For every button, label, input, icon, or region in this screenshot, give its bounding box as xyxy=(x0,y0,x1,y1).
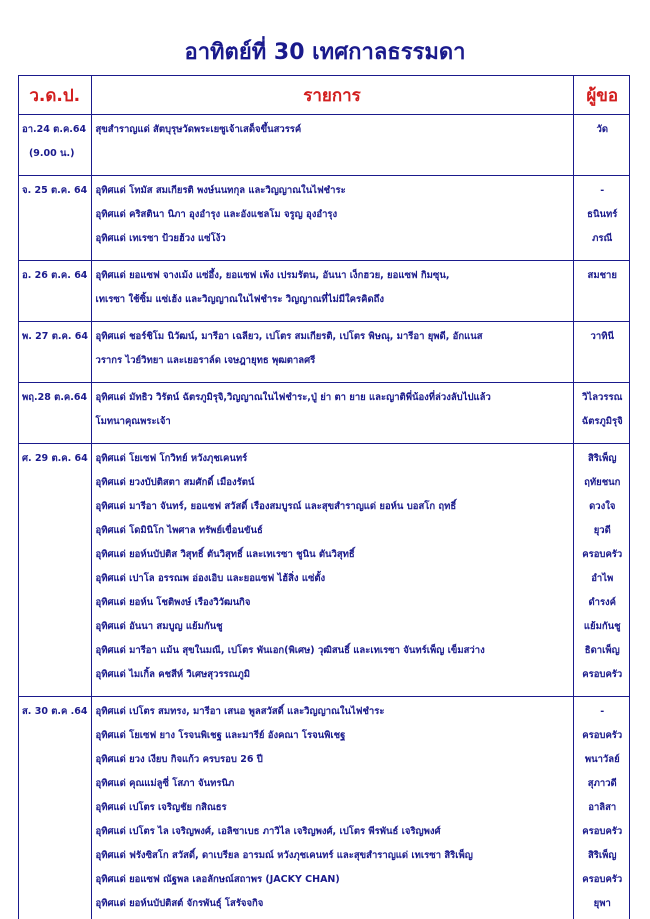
requester-cell xyxy=(573,176,630,261)
items-cell xyxy=(91,261,573,322)
date-text: จ. 25 ต.ค. 64 xyxy=(22,185,88,196)
items-cell xyxy=(91,383,573,444)
intention-line: วรากร ไวย์วิทยา และเยอราล์ด เจษฎายุทธ พุฒตาลศรี xyxy=(95,355,316,366)
date-text: อา.24 ต.ค.64 xyxy=(22,124,87,135)
intention-line: อุทิศแด่ เปาโล อรรณพ อ่องเอิบ และยอแซฟ ไฮ้สิ่ง แซ่ตั้ง xyxy=(95,573,326,584)
table-row xyxy=(19,697,630,919)
intention-line: อุทิศแด่ มารีอา จันทร์, ยอแซฟ สวัสดิ์ เรืองสมบูรณ์ และสุขสำราญแด่ ยอห์น บอสโก ฤทธิ์ xyxy=(95,501,457,512)
intention-line: อุทิศแด่ ฟรังซิสโก สวัสดิ์, ดาเบรียล อารมณ์ หวังภุชเคนทร์ และสุขสำราญแด่ เทเรซา สิริเพ็ญ xyxy=(95,850,473,861)
table-row xyxy=(19,444,630,697)
table-row xyxy=(19,115,630,176)
date-cell xyxy=(19,697,91,919)
requester-name: ครอบครัว xyxy=(582,730,623,741)
requester-cell xyxy=(573,697,630,919)
date-cell xyxy=(19,383,91,444)
items-cell xyxy=(91,322,573,383)
requester-name: ครอบครัว xyxy=(582,874,623,885)
date-text: พฤ.28 ต.ค.64 xyxy=(22,392,88,403)
intention-line: อุทิศแด่ ไมเกิ้ล คชสีห์ วิเศษสุวรรณภูมิ xyxy=(95,669,250,680)
intentions-table xyxy=(19,76,630,919)
intention-line: อุทิศแด่ มารีอา แม้น สุขในมณี, เปโตร พันเอก(พิเศษ) วุฒิสนธิ์ และเทเรซา จันทร์เพ็ญ เข็มสว่าง xyxy=(95,645,485,656)
intention-line: อุทิศแด่ เปโตร ไล เจริญพงศ์, เอลิซาเบธ ภาวิไล เจริญพงศ์, เปโตร พีรพันธ์ เจริญพงศ์ xyxy=(95,826,441,837)
items-cell xyxy=(91,444,573,697)
items-cell xyxy=(91,176,573,261)
date-cell xyxy=(19,261,91,322)
requester-name: วัด xyxy=(596,124,608,135)
intention-line: อุทิศแด่ ยอห์นบัปติสต์ จักรพันธุ์ โสรัจจกิจ xyxy=(95,898,264,909)
requester-name: พนาวัลย์ xyxy=(584,754,620,765)
intention-line: อุทิศแด่ เปโตร เจริญชัย กสิณธร xyxy=(95,802,227,813)
requester-name: วิไลวรรณ xyxy=(582,392,623,403)
page-title: อาทิตย์ที่ 30 เทศกาลธรรมดา xyxy=(184,40,466,65)
requester-name: สมชาย xyxy=(587,270,617,281)
date-cell xyxy=(19,176,91,261)
intention-line: สุขสำราญแด่ สัตบุรุษวัดพระเยซูเจ้าเสด็จขึ้นสวรรค์ xyxy=(95,124,302,135)
requester-name: วาทินี xyxy=(590,331,614,342)
table-body xyxy=(19,115,630,919)
table-row xyxy=(19,176,630,261)
date-text: พ. 27 ต.ค. 64 xyxy=(22,331,88,342)
intentions-table-wrapper xyxy=(18,75,630,919)
requester-name: ภรณี xyxy=(592,233,613,244)
intention-line: อุทิศแด่ คุณแม่ลูซี่ โสภา จันทรนิภ xyxy=(95,778,235,789)
header-requester: ผู้ขอ xyxy=(573,76,630,115)
date-text: ส. 30 ต.ค .64 xyxy=(22,706,88,717)
requester-name: ยุพา xyxy=(593,898,611,909)
requester-name: ครอบครัว xyxy=(582,669,623,680)
items-cell xyxy=(91,115,573,176)
intention-line: อุทิศแด่ เทเรซา ป้วยฮ้วง แซ่โง้ว xyxy=(95,233,226,244)
date-cell xyxy=(19,115,91,176)
date-text: ศ. 29 ต.ค. 64 xyxy=(22,453,88,464)
requester-name: แย้มกันชู xyxy=(583,621,621,632)
requester-name: ธนินทร์ xyxy=(587,209,618,220)
intention-line: อุทิศแด่ ยอแซฟ ณัฐพล เลอลักษณ์สถาพร (JACKY CHAN) xyxy=(95,874,340,885)
intention-line: อุทิศแด่ ยอห์นบัปติส วิสุทธิ์ ตันวิสุทธิ์ และเทเรซา ชูนิน ตันวิสุทธิ์ xyxy=(95,549,355,560)
requester-name: อาลิสา xyxy=(588,802,617,813)
requester-cell xyxy=(573,115,630,176)
intention-line: อุทิศแด่ มัทธิว วิรัตน์ ฉัตรภูมิรุจิ,วิญญาณในไฟชำระ,ปู่ ย่า ตา ยาย และญาติพี่น้องที่ล่วงลับไปแล้ว xyxy=(95,392,491,403)
header-row xyxy=(19,76,630,115)
intention-line: โมทนาคุณพระเจ้า xyxy=(95,416,171,427)
date-cell xyxy=(19,444,91,697)
date-cell xyxy=(19,322,91,383)
intention-line: อุทิศแด่ โยเซฟ โกวิทย์ หวังภุชเคนทร์ xyxy=(95,453,248,464)
intention-line: อุทิศแด่ คริสตินา นิภา อุงอำรุง และอังแชลโม จรูญ อุงอำรุง xyxy=(95,209,338,220)
intention-line: อุทิศแด่ โยเซฟ ยาง โรจนพิเชฐ และมารีย์ อังคณา โรจนพิเชฐ xyxy=(95,730,346,741)
intention-line: อุทิศแด่ ยวง เงียบ กิจแก้ว ครบรอบ 26 ปี xyxy=(95,754,263,765)
intention-line: เทเรซา ใช้ซิ้ม แซ่เฮ้ง และวิญญาณในไฟชำระ วิญญาณที่ไม่มีใครคิดถึง xyxy=(95,294,385,305)
requester-name: ครอบครัว xyxy=(582,826,623,837)
requester-cell xyxy=(573,383,630,444)
time-text: (9.00 น.) xyxy=(28,148,75,159)
table-row xyxy=(19,261,630,322)
intention-line: อุทิศแด่ อันนา สมบูญ แย้มกันชู xyxy=(95,621,223,632)
items-cell xyxy=(91,697,573,919)
intention-line: อุทิศแด่ โดมินิโก ไพศาล ทรัพย์เขื่อนขันธ์ xyxy=(95,525,263,536)
requester-name: ธิดาเพ็ญ xyxy=(584,645,620,656)
intention-line: อุทิศแด่ ชอร์ชิโม นิวัฒน์, มารีอา เฉลียว, เปโตร สมเกียรติ, เปโตร พิษณุ, มารีอา ยุพดี, อักแนส xyxy=(95,331,483,342)
requester-cell xyxy=(573,322,630,383)
intention-line: อุทิศแด่ ยอห์น โชติพงษ์ เรืองวิวัฒนกิจ xyxy=(95,597,251,608)
requester-name: สุภาวดี xyxy=(587,778,617,789)
table-row xyxy=(19,383,630,444)
header-items: รายการ xyxy=(91,76,573,115)
requester-name: อำไพ xyxy=(591,573,614,584)
intention-line: อุทิศแด่ เปโตร สมทรง, มารีอา เสนอ พูลสวัสดิ์ และวิญญาณในไฟชำระ xyxy=(95,706,385,717)
header-date: ว.ด.ป. xyxy=(19,76,91,115)
requester-name: ฉัตรภูมิรุจิ xyxy=(581,416,623,427)
requester-name: - xyxy=(600,185,605,196)
table-row xyxy=(19,322,630,383)
requester-name: ฤทัยชนก xyxy=(584,477,621,488)
requester-name: สิริเพ็ญ xyxy=(587,453,617,464)
requester-name: ดำรงค์ xyxy=(588,597,617,608)
requester-name: - xyxy=(600,706,605,717)
intention-line: อุทิศแด่ ยวงบัปติสตา สมศักดิ์ เมืองรัตน์ xyxy=(95,477,255,488)
intention-line: อุทิศแด่ โทมัส สมเกียรติ พงษ์นนทกุล และวิญญาณในไฟชำระ xyxy=(95,185,346,196)
intention-line: อุทิศแด่ ยอแซฟ จางเม้ง แซ่อึ้ง, ยอแซฟ เพ้ง เปรมรัตน, อันนา เง็กฮวย, ยอแซฟ กิมซุน, xyxy=(95,270,450,281)
requester-name: ครอบครัว xyxy=(582,549,623,560)
date-text: อ. 26 ต.ค. 64 xyxy=(22,270,88,281)
requester-cell xyxy=(573,444,630,697)
requester-name: ยุวดี xyxy=(593,525,611,536)
requester-name: ดวงใจ xyxy=(589,501,616,512)
requester-name: สิริเพ็ญ xyxy=(587,850,617,861)
requester-cell xyxy=(573,261,630,322)
